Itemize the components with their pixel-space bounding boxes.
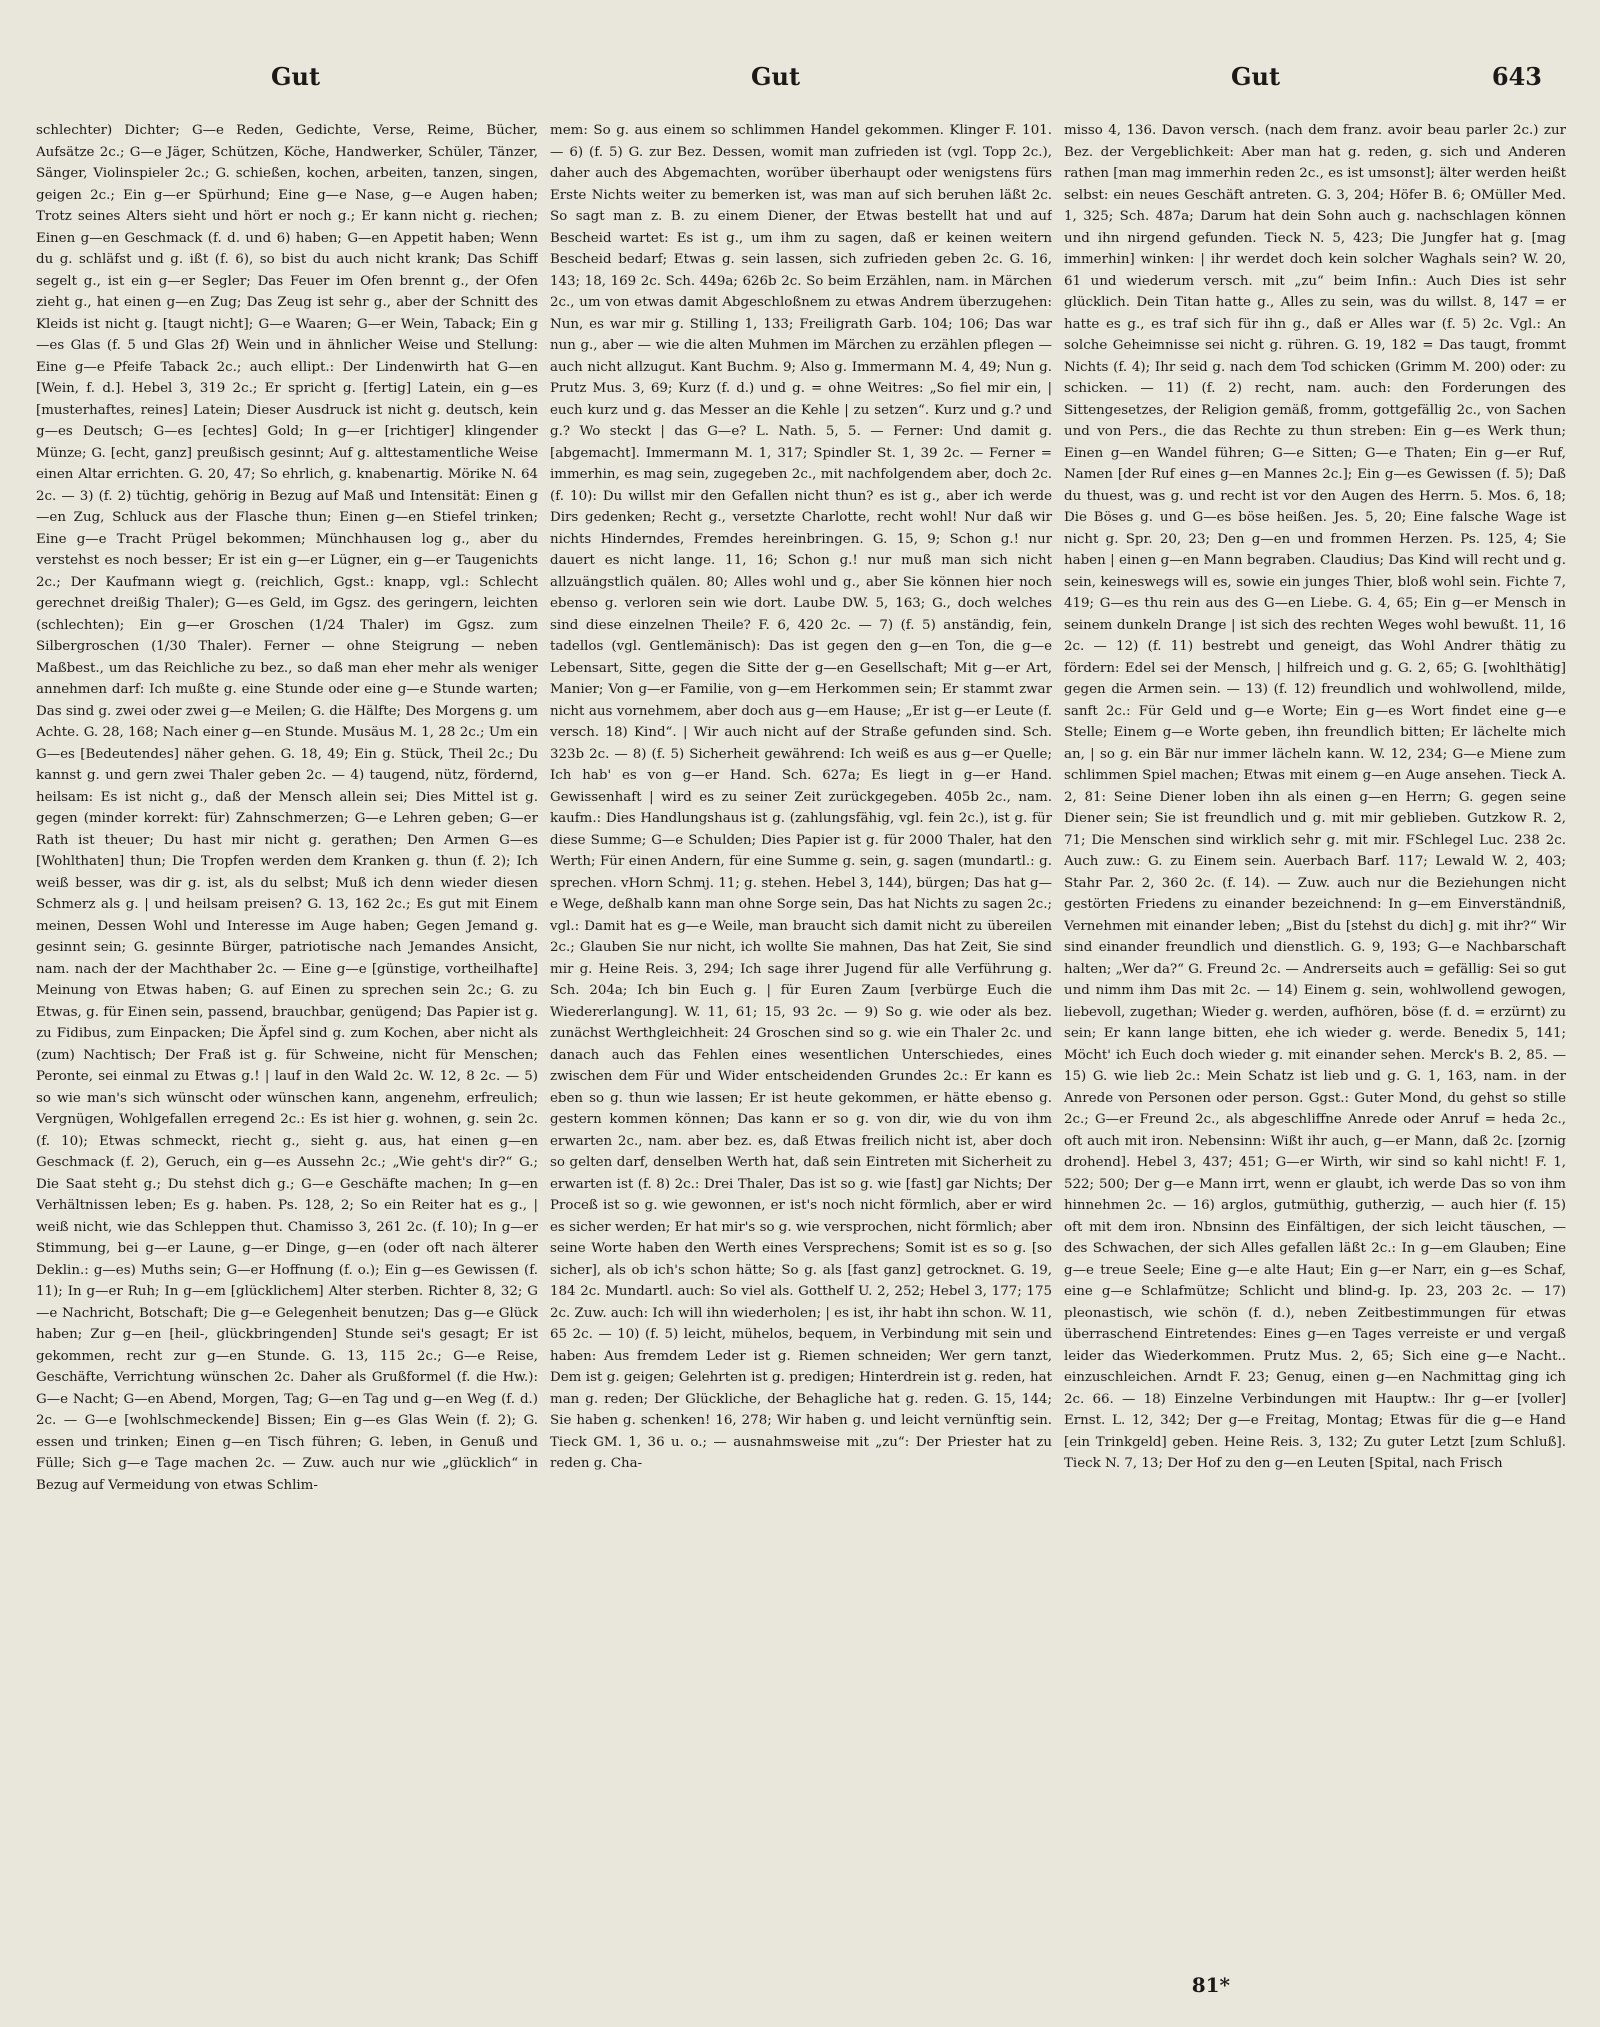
header-middle-word: Gut	[751, 62, 801, 91]
column-right	[1064, 120, 1566, 1957]
column-right-text: misso 4, 136. Davon versch. (nach dem franz. avoir beau parler 2c.) zur Bez. der Vergeblichkeit: Aber man hat g. reden, g. sich und Anderen rathen [man mag immerhin reden 2c., es ist umsonst]; älter werden heißt selbst: ein neues Geschäft antreten. G. 3, 204; Höfer B. 6; OMüller Med. 1, 325; Sch. 487a; Darum hat dein Sohn auch g. nachschlagen können und ihn nirgend gefunden. Tieck N. 5, 423; Die Jungfer hat g. [mag immerhin] winken: | ihr werdet doch kein solcher Waghals sein? W. 20, 61 und wiederum versch. mit „zu“ beim Infin.: Auch Dies ist sehr glücklich. Dein Titan hatte g., Alles zu sein, was du willst. 8, 147 = er hatte es g., es traf sich für ihn g., daß er Alles war (f. 5) 2c. Vgl.: An solche Geheimnisse sei nicht g. rühren. G. 19, 182 = Das taugt, frommt Nichts (f. 4); Ihr seid g. nach dem Tod schicken (Grimm M. 200) oder: zu schicken. — 11) (f. 2) recht, nam. auch: den Forderungen des Sittengesetzes, der Religion gemäß, fromm, gottgefällig 2c., von Sachen und von Pers., die das Rechte zu thun streben: Ein g—es Werk thun; Einen g—en Wandel führen; G—e Sitten; G—e Thaten; Ein g—er Ruf, Namen [der Ruf eines g—en Mannes 2c.]; Ein g—es Gewissen (f. 5); Daß du thuest, was g. und recht ist vor den Augen des Herrn. 5. Mos. 6, 18; Die Böses g. und G—es böse heißen. Jes. 5, 20; Eine falsche Wage ist nicht g. Spr. 20, 23; Den g—en und frommen Herzen. Ps. 125, 4; Sie haben | einen g—en Mann begraben. Claudius; Das Kind will recht und g. sein, keineswegs will es, sowie ein junges Thier, bloß wohl sein. Fichte 7, 419; G—es thu rein aus des G—en Liebe. G. 4, 65; Ein g—er Mensch in seinem dunkeln Drange | ist sich des rechten Weges wohl bewußt. 11, 16 2c. — 12) (f. 11) bestrebt und geneigt, das Wohl Andrer thätig zu fördern: Edel sei der Mensch, | hilfreich und g. G. 2, 65; G. [wohlthätig] gegen die Armen sein. — 13) (f. 12) freundlich und wohlwollend, milde, sanft 2c.: Für Geld und g—e Worte; Ein g—es Wort findet eine g—e Stelle; Einem g—e Worte geben, ihn freundlich bitten; Er lächelte mich an, | so g. ein Bär nur immer lächeln kann. W. 12, 234; G—e Miene zum schlimmen Spiel machen; Etwas mit einem g—en Auge ansehen. Tieck A. 2, 81: Seine Diener loben ihn als einen g—en Herrn; G. gegen seine Diener sein; Sie ist freundlich und g. mit mir geblieben. Gutzkow R. 2, 71; Die Menschen sind wirklich sehr g. mit mir. FSchlegel Luc. 238 2c. Auch zuw.: G. zu Einem sein. Auerbach Barf. 117; Lewald W. 2, 403; Stahr Par. 2, 360 2c. (f. 14). — Zuw. auch nur die Beziehungen nicht gestörten Friedens zu einander bezeichnend: In g—em Einverständniß, Vernehmen mit einander leben; „Bist du [stehst du dich] g. mit ihr?“ Wir sind einander freundlich und dienstlich. G. 9, 193; G—e Nachbarschaft halten; „Wer da?“ G. Freund 2c. — Andrerseits auch = gefällig: Sei so gut und nimm ihm Das mit 2c. — 14) Einem g. sein, wohlwollend gewogen, liebevoll, zugethan; Wieder g. werden, aufhören, böse (f. d. = erzürnt) zu sein; Er kann lange bitten, ehe ich wieder g. werde. Benedix 5, 141; Möcht' ich Euch doch wieder g. mit einander sehen. Merck's B. 2, 85. — 15) G. wie lieb 2c.: Mein Schatz ist lieb und g. G. 1, 163, nam. in der Anrede von Personen oder person. Ggst.: Guter Mond, du gehst so stille 2c.; G—er Freund 2c., als abgeschliffne Anrede oder Anruf = heda 2c., oft auch mit iron. Nebensinn: Wißt ihr auch, g—er Mann, daß 2c. [zornig drohend]. Hebel 3, 437; 451; G—er Wirth, wir sind so kahl nicht! F. 1, 522; 500; Der g—e Mann irrt, wenn er glaubt, ich werde Das so von ihm hinnehmen 2c. — 16) arglos, gutmüthig, gutherzig, — auch hier (f. 15) oft mit dem iron. Nbnsinn des Einfältigen, der sich leicht täuschen, — des Schwachen, der sich Alles gefallen läßt 2c.: In g—em Glauben; Eine g—e treue Seele; Eine g—e alte Haut; Ein g—er Narr, ein g—es Schaf, eine g—e Schlafmütze; Schlicht und blind-g. Ip. 23, 203 2c. — 17) pleonastisch, wie schön (f. d.), neben Zeitbestimmungen für etwas überraschend Eintretendes: Eines g—en Tages verreiste er und vergaß leider das Wiederkommen. Prutz Mus. 2, 65; Sich eine g—e Nacht.. einzuschleichen. Arndt F. 23; Genug, einen g—en Nachmittag ging ich 2c. 66. — 18) Einzelne Verbindungen mit Hauptw.: Ihr g—er [voller] Ernst. L. 12, 342; Der g—e Freitag, Montag; Etwas für die g—e Hand [ein Trinkgeld] geben. Heine Reis. 3, 132; Zu guter Letzt [zum Schluß]. Tieck N. 7, 13; Der Hof zu den g—en Leuten [Spital, nach Frisch	[1064, 123, 1566, 1471]
printer-signature: 81*	[1191, 1973, 1230, 1997]
header-right-word: Gut	[1231, 62, 1281, 91]
column-middle	[550, 120, 1052, 1957]
text-columns	[36, 120, 1566, 1957]
column-left	[36, 120, 538, 1957]
column-middle-text: mem: So g. aus einem so schlimmen Handel gekommen. Klinger F. 101. — 6) (f. 5) G. zur Bez. Dessen, womit man zufrieden ist (vgl. Topp 2c.), daher auch des Abgemachten, worüber überhaupt oder wenigstens fürs Erste Nichts weiter zu bemerken ist, was man auf sich beruhen läßt 2c. So sagt man z. B. zu einem Diener, der Etwas bestellt hat und auf Bescheid wartet: Es ist g., um ihm zu sagen, daß er keinen weitern Bescheid bedarf; Etwas g. sein lassen, sich zufrieden geben 2c. G. 16, 143; 18, 169 2c. Sch. 449a; 626b 2c. So beim Erzählen, nam. in Märchen 2c., um von etwas damit Abgeschloßnem zu etwas Andrem überzugehen: Nun, es war mir g. Stilling 1, 133; Freiligrath Garb. 104; 106; Das war nun g., aber — wie die alten Muhmen im Märchen zu erzählen pflegen — auch nicht allzugut. Kant Buchm. 9; Also g. Immermann M. 4, 49; Nun g. Prutz Mus. 3, 69; Kurz (f. d.) und g. = ohne Weitres: „So fiel mir ein, | euch kurz und g. das Messer an die Kehle | zu setzen“. Kurz und g.? und g.? Wo steckt | das G—e? L. Nath. 5, 5. — Ferner: Und damit g. [abgemacht]. Immermann M. 1, 317; Spindler St. 1, 39 2c. — Ferner = immerhin, es mag sein, zugegeben 2c., mit nachfolgendem aber, doch 2c. (f. 10): Du willst mir den Gefallen nicht thun? es ist g., aber ich werde Dirs gedenken; Recht g., versetzte Charlotte, recht wohl! Nur daß wir nichts Hinderndes, Fremdes hereinbringen. G. 15, 9; Schon g.! nur dauert es nicht lange. 11, 16; Schon g.! nur muß man sich nicht allzuängstlich quälen. 80; Alles wohl und g., aber Sie können hier noch ebenso g. verloren sein wie dort. Laube DW. 5, 163; G., doch welches sind diese einzelnen Theile? F. 6, 420 2c. — 7) (f. 5) anständig, fein, tadellos (vgl. Gentlemänisch): Das ist gegen den g—en Ton, die g—e Lebensart, Sitte, gegen die Sitte der g—en Gesellschaft; Mit g—er Art, Manier; Von g—er Familie, von g—em Herkommen sein; Er stammt zwar nicht aus vornehmem, aber doch aus g—em Hause; „Er ist g—er Leute (f. versch. 18) Kind“. | Wir auch nicht auf der Straße gefunden sind. Sch. 323b 2c. — 8) (f. 5) Sicherheit gewährend: Ich weiß es aus g—er Quelle; Ich hab' es von g—er Hand. Sch. 627a; Es liegt in g—er Hand. Gewissenhaft | wird es zu seiner Zeit zurückgegeben. 405b 2c., nam. kaufm.: Dies Handlungshaus ist g. (zahlungsfähig, vgl. fein 2c.), ist g. für diese Summe; G—e Schulden; Dies Papier ist g. für 2000 Thaler, hat den Werth; Für einen Andern, für eine Summe g. sein, g. sagen (mundartl.: g. sprechen. vHorn Schmj. 11; g. stehen. Hebel 3, 144), bürgen; Das hat g—e Wege, deßhalb kann man ohne Sorge sein, Das hat Nichts zu sagen 2c.; vgl.: Damit hat es g—e Weile, man braucht sich damit nicht zu übereilen 2c.; Glauben Sie nur nicht, ich wollte Sie mahnen, Das hat Zeit, Sie sind mir g. Heine Reis. 3, 294; Ich sage ihrer Jugend für alle Verführung g. Sch. 204a; Ich bin Euch g. | für Euren Zaum [verbürge Euch die Wiedererlangung]. W. 11, 61; 15, 93 2c. — 9) So g. wie oder als bez. zunächst Werthgleichheit: 24 Groschen sind so g. wie ein Thaler 2c. und danach auch das Fehlen eines wesentlichen Unterschiedes, eines zwischen dem Für und Wider entscheidenden Grundes 2c.: Er kann es eben so g. thun wie lassen; Er ist heute gekommen, er hätte ebenso g. gestern kommen können; Das kann er so g. von dir, wie du von ihm erwarten 2c., nam. aber bez. es, daß Etwas freilich nicht ist, aber doch so gelten darf, denselben Werth hat, daß sein Eintreten mit Sicherheit zu erwarten ist (f. 8) 2c.: Drei Thaler, Das ist so g. wie [fast] gar Nichts; Der Proceß ist so g. wie gewonnen, er ist's noch nicht förmlich, aber er wird es sicher werden; Er hat mir's so g. wie versprochen, nicht förmlich; aber seine Worte haben den Werth eines Versprechens; Somit ist es so g. [so sicher], als ob ich's schon hätte; So g. als [fast ganz] getrocknet. G. 19, 184 2c. Mundartl. auch: So viel als. Gotthelf U. 2, 252; Hebel 3, 177; 175 2c. Zuw. auch: Ich will ihn wiederholen; | es ist, ihr habt ihn schon. W. 11, 65 2c. — 10) (f. 5) leicht, mühelos, bequem, in Verbindung mit sein und haben: Aus fremdem Leder ist g. Riemen schneiden; Wer gern tanzt, Dem ist g. geigen; Gelehrten ist g. predigen; Hinterdrein ist g. reden, hat man g. reden; Der Glückliche, der Behagliche hat g. reden. G. 15, 144; Sie haben g. schenken! 16, 278; Wir haben g. und leicht vernünftig sein. Tieck GM. 1, 36 u. o.; — ausnahmsweise mit „zu“: Der Priester hat zu reden g. Cha-	[550, 123, 1052, 1471]
page-number: 643	[1491, 62, 1542, 91]
column-left-text: schlechter) Dichter; G—e Reden, Gedichte, Verse, Reime, Bücher, Aufsätze 2c.; G—e Jäger, Schützen, Köche, Handwerker, Schüler, Tänzer, Sänger, Violinspieler 2c.; G. schießen, kochen, arbeiten, tanzen, singen, geigen 2c.; Ein g—er Spürhund; Eine g—e Nase, g—e Augen haben; Trotz seines Alters sieht und hört er noch g.; Er kann nicht g. riechen; Einen g—en Geschmack (f. d. und 6) haben; G—en Appetit haben; Wenn du g. schläfst und g. ißt (f. 6), so bist du auch nicht krank; Das Schiff segelt g., ist ein g—er Segler; Das Feuer im Ofen brennt g., der Ofen zieht g., hat einen g—en Zug; Das Zeug ist sehr g., aber der Schnitt des Kleids ist nicht g. [taugt nicht]; G—e Waaren; G—er Wein, Taback; Ein g—es Glas (f. 5 und Glas 2f) Wein und in ähnlicher Weise und Stellung: Eine g—e Pfeife Taback 2c.; auch ellipt.: Der Lindenwirth hat G—en [Wein, f. d.]. Hebel 3, 319 2c.; Er spricht g. [fertig] Latein, ein g—es [musterhaftes, reines] Latein; Dieser Ausdruck ist nicht g. deutsch, kein g—es Deutsch; G—es [echtes] Gold; In g—er [richtiger] klingender Münze; G. [echt, ganz] preußisch gesinnt; Auf g. alttestamentliche Weise einen Altar errichten. G. 20, 47; So ehrlich, g. knabenartig. Mörike N. 64 2c. — 3) (f. 2) tüchtig, gehörig in Bezug auf Maß und Intensität: Einen g—en Zug, Schluck aus der Flasche thun; Einen g—en Stiefel trinken; Eine g—e Tracht Prügel bekommen; Münchhausen log g., aber du verstehst es noch besser; Er ist ein g—er Lügner, ein g—er Taugenichts 2c.; Der Kaufmann wiegt g. (reichlich, Ggst.: knapp, vgl.: Schlecht gerechnet dreißig Thaler); G—es Geld, im Ggsz. des geringern, leichten (schlechten); Ein g—er Groschen (1/24 Thaler) im Ggsz. zum Silbergroschen (1/30 Thaler). Ferner — ohne Steigrung — neben Maßbest., um das Reichliche zu bez., so daß man eher mehr als weniger annehmen darf: Ich mußte g. eine Stunde oder eine g—e Stunde warten; Das sind g. zwei oder zwei g—e Meilen; G. die Hälfte; Des Morgens g. um Achte. G. 28, 168; Nach einer g—en Stunde. Musäus M. 1, 28 2c.; Um ein G—es [Bedeutendes] näher gehen. G. 18, 49; Ein g. Stück, Theil 2c.; Du kannst g. und gern zwei Thaler geben 2c. — 4) taugend, nütz, fördernd, heilsam: Es ist nicht g., daß der Mensch allein sei; Dies Mittel ist g. gegen (minder korrekt: für) Zahnschmerzen; G—e Lehren geben; G—er Rath ist theuer; Du hast mir nicht g. gerathen; Den Armen G—es [Wohlthaten] thun; Die Tropfen werden dem Kranken g. thun (f. 2); Ich weiß besser, was dir g. ist, als du selbst; Muß ich denn wieder diesen Schmerz als g. | und heilsam preisen? G. 13, 162 2c.; Es gut mit Einem meinen, Dessen Wohl und Interesse im Auge haben; Gegen Jemand g. gesinnt sein; G. gesinnte Bürger, patriotische nach Jemandes Ansicht, nam. nach der der Machthaber 2c. — Eine g—e [günstige, vortheilhafte] Meinung von Etwas haben; G. auf Einen zu sprechen sein 2c.; G. zu Etwas, g. für Einen sein, passend, brauchbar, genügend; Das Papier ist g. zu Fidibus, zum Einpacken; Die Äpfel sind g. zum Kochen, aber nicht als (zum) Nachtisch; Der Fraß ist g. für Schweine, nicht für Menschen; Peronte, sei einmal zu Etwas g.! | lauf in den Wald 2c. W. 12, 8 2c. — 5) so wie man's sich wünscht oder wünschen kann, angenehm, erfreulich; Vergnügen, Wohlgefallen erregend 2c.: Es ist hier g. wohnen, g. sein 2c. (f. 10); Etwas schmeckt, riecht g., sieht g. aus, hat einen g—en Geschmack (f. 2), Geruch, ein g—es Aussehn 2c.; „Wie geht's dir?“ G.; Die Saat steht g.; Du stehst dich g.; G—e Geschäfte machen; In g—en Verhältnissen leben; Es g. haben. Ps. 128, 2; So ein Reiter hat es g., | weiß nicht, wie das Schleppen thut. Chamisso 3, 261 2c. (f. 10); In g—er Stimmung, bei g—er Laune, g—er Dinge, g—en (oder oft nach älterer Deklin.: g—es) Muths sein; G—er Hoffnung (f. o.); Ein g—es Gewissen (f. 11); In g—er Ruh; In g—em [glücklichem] Alter sterben. Richter 8, 32; G—e Nachricht, Botschaft; Die g—e Gelegenheit benutzen; Das g—e Glück haben; Zur g—en [heil-, glückbringenden] Stunde sei's gesagt; Er ist gekommen, recht zur g—en Stunde. G. 13, 115 2c.; G—e Reise, Geschäfte, Verrichtung wünschen 2c. Daher als Grußformel (f. die Hw.): G—e Nacht; G—en Abend, Morgen, Tag; G—en Tag und g—en Weg (f. d.) 2c. — G—e [wohlschmeckende] Bissen; Ein g—es Glas Wein (f. 2); G. essen und trinken; Einen g—en Tisch führen; G. leben, in Genuß und Fülle; Sich g—e Tage machen 2c. — Zuw. auch nur wie „glücklich“ in Bezug auf Vermeidung von etwas Schlim-	[36, 123, 538, 1493]
running-head	[36, 62, 1560, 102]
header-left-word: Gut	[271, 62, 321, 91]
